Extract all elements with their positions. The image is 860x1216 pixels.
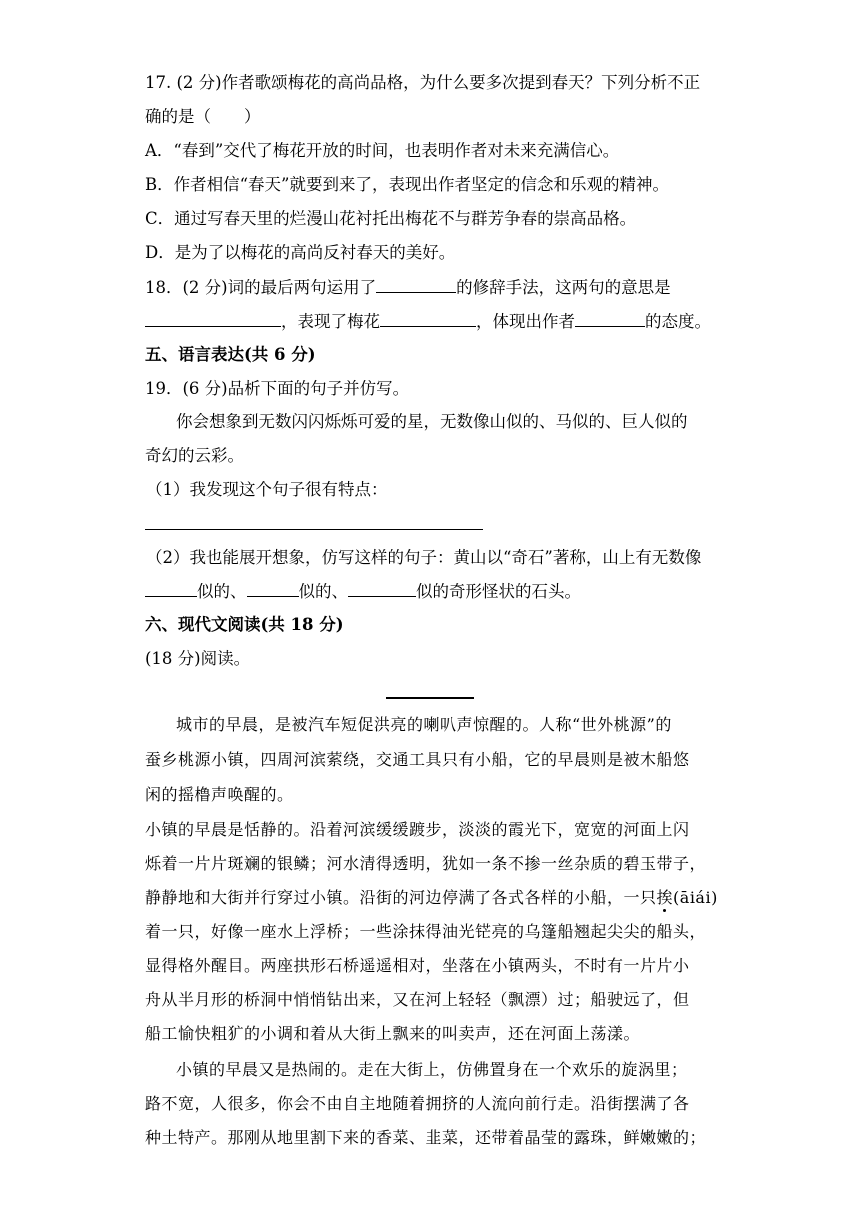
q19-blank-1[interactable] <box>145 580 197 597</box>
q18-line1 <box>145 276 671 299</box>
passage-line: 烁着一片片斑斓的银鳞；河水清得透明，犹如一条不掺一丝杂质的碧玉带子， <box>145 854 707 873</box>
q18-text-c: ，表现了梅花 <box>281 312 380 331</box>
q18-text-d: ，体现出作者 <box>476 312 575 331</box>
passage-line: 船工愉快粗犷的小调和着从大街上飘来的叫卖声，还在河面上荡漾。 <box>145 1024 641 1043</box>
section5-title: 五、语言表达(共 6 分) <box>145 345 316 364</box>
passage-line: 种土特产。那刚从地里割下来的香菜、韭菜，还带着晶莹的露珠，鲜嫩嫩的； <box>145 1128 707 1147</box>
q18-line2 <box>145 310 711 333</box>
passage-line: 路不宽，人很多，你会不由自主地随着拥挤的人流向前行走。沿街摆满了各 <box>145 1094 690 1113</box>
q19-answer-line[interactable] <box>145 529 483 530</box>
q19-blank-3[interactable] <box>348 580 416 597</box>
passage-line: 蚕乡桃源小镇，四周河滨萦绕，交通工具只有小船，它的早晨则是被木船悠 <box>145 750 690 769</box>
q18-blank-rhetoric[interactable] <box>376 276 456 293</box>
passage-line: 舟从半月形的桥洞中悄悄钻出来，又在河上轻轻（飘漂）过；船驶远了，但 <box>145 990 690 1009</box>
q18-text-e: 的态度。 <box>645 312 711 331</box>
q19-text-3a: 似的、 <box>197 582 247 601</box>
q17-option-c: C．通过写春天里的烂漫山花衬托出梅花不与群芳争春的崇高品格。 <box>145 209 637 228</box>
passage-dotted-char: 挨 <box>656 888 674 907</box>
q19-quote-line1: 你会想象到无数闪闪烁烁可爱的星，无数像山似的、马似的、巨人似的 <box>176 412 688 431</box>
passage-text: 静静地和大街并行穿过小镇。沿街的河边停满了各式各样的小船，一只 <box>145 888 657 907</box>
q18-blank-plum[interactable] <box>380 310 476 327</box>
passage-line: 小镇的早晨又是热闹的。走在大街上，仿佛置身在一个欢乐的旋涡里； <box>176 1060 688 1079</box>
q17-stem-line1: 17. (2 分)作者歌颂梅花的高尚品格，为什么要多次提到春天？下列分析不正 <box>145 73 701 92</box>
q19-text-3b: 似的、 <box>298 582 348 601</box>
q19-part1: （1）我发现这个句子很有特点： <box>146 480 388 499</box>
q17-option-b: B．作者相信“春天”就要到来了，表现出作者坚定的信念和乐观的精神。 <box>145 175 669 194</box>
passage-line: 显得格外醒目。两座拱形石桥遥遥相对，坐落在小镇两头，不时有一片片小 <box>145 956 690 975</box>
q18-text-b: 的修辞手法，这两句的意思是 <box>456 278 671 297</box>
section6-title: 六、现代文阅读(共 18 分) <box>145 615 344 634</box>
passage-line: 城市的早晨，是被汽车短促洪亮的喇叭声惊醒的。人称“世外桃源”的 <box>176 715 672 734</box>
passage-line <box>145 887 718 909</box>
passage-line: 小镇的早晨是恬静的。沿着河滨缓缓踱步，淡淡的霞光下，宽宽的河面上闪 <box>145 820 690 839</box>
q19-blank-2[interactable] <box>247 580 299 597</box>
q19-quote-line2: 奇幻的云彩。 <box>145 446 244 465</box>
q17-option-d: D．是为了以梅花的高尚反衬春天的美好。 <box>145 243 456 262</box>
q19-heading: 19．(6 分)品析下面的句子并仿写。 <box>145 379 410 398</box>
q18-blank-meaning[interactable] <box>145 310 281 327</box>
q19-part2-line2 <box>145 580 581 603</box>
section6-intro: (18 分)阅读。 <box>145 649 251 668</box>
passage-line: 着一只，好像一座水上浮桥；一些涂抹得油光铓亮的乌篷船翘起尖尖的船头， <box>145 922 707 941</box>
passage-separator <box>386 697 474 699</box>
passage-pinyin: (āiái) <box>673 888 718 907</box>
q18-text-a: 18．(2 分)词的最后两句运用了 <box>145 278 377 297</box>
passage-line: 闲的摇橹声唤醒的。 <box>145 785 294 804</box>
q19-part2: （2）我也能展开想象，仿写这样的句子：黄山以“奇石”著称，山上有无数像 <box>146 548 702 567</box>
q17-option-a: A．“春到”交代了梅花开放的时间，也表明作者对未来充满信心。 <box>145 141 620 160</box>
q19-text-3c: 似的奇形怪状的石头。 <box>416 582 581 601</box>
q17-stem-line2: 确的是（ ） <box>145 107 261 126</box>
q18-blank-attitude[interactable] <box>575 310 645 327</box>
